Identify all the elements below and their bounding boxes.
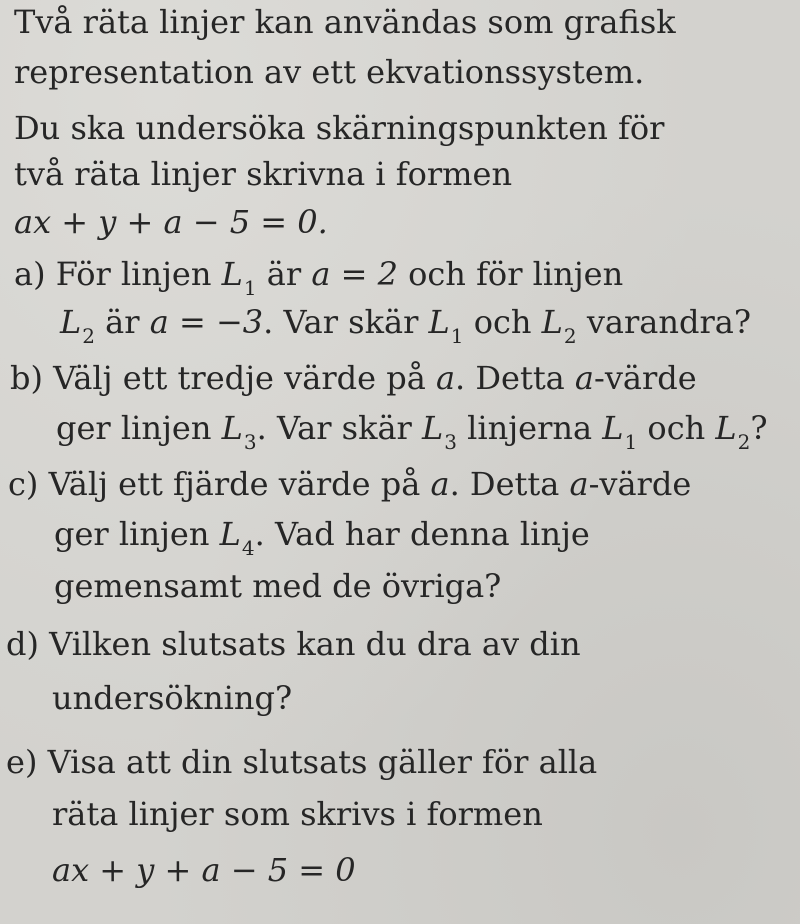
item-c-line-subscript: 4 [241,536,255,560]
item-d-label: d) [6,625,39,663]
item-c-text: ger linjen [54,515,220,553]
item-b-line-subscript: 3 [444,430,457,454]
intro-line-3: Du ska undersöka skärningspunkten för [14,109,665,147]
intro-equation: ax + y + a − 5 = 0. [14,203,328,241]
item-c-line-3: gemensamt med de övriga? [54,567,502,605]
item-a-text: och [463,303,542,341]
item-b-line-symbol: L [422,409,444,447]
item-b-line-1 [10,359,697,397]
item-b-text: ger linjen [56,409,222,447]
intro-line-2: representation av ett ekvationssystem. [14,53,645,91]
item-b-text: ? [750,409,768,447]
item-a-line-symbol: L [60,303,82,341]
item-b-line-symbol: L [221,409,243,447]
item-b-line-subscript: 1 [624,430,638,454]
item-b-line-2 [56,409,768,454]
item-a-line-subscript: 1 [450,324,464,348]
item-a-text: . Var skär [263,303,429,341]
item-c-label: c) [8,465,39,503]
item-a-line-symbol: L [541,303,563,341]
item-a-line-symbol: L [428,303,450,341]
item-c-text: -värde [588,465,692,503]
intro-line-1: Två räta linjer kan användas som grafisk [14,3,676,41]
item-b-text: Välj ett tredje värde på [53,359,436,397]
item-b-text: . Detta [455,359,575,397]
item-a-line-1 [14,255,624,300]
item-c-variable: a [430,465,450,503]
item-c-variable: a [569,465,589,503]
item-a-value: a = 2 [311,255,398,293]
item-a-value: a = −3 [149,303,264,341]
item-b-text: . Var skär [256,409,423,447]
item-b-text: -värde [594,359,697,397]
item-b-line-symbol: L [715,409,737,447]
item-a-line-subscript: 2 [82,324,95,348]
item-b-text: och [637,409,716,447]
item-a-text: är [94,303,150,341]
item-a-line-subscript: 2 [563,324,577,348]
item-b-label: b) [10,359,43,397]
item-a-line-symbol: L [221,255,243,293]
item-b-line-subscript: 3 [243,430,257,454]
item-b-variable: a [435,359,456,397]
item-b-line-symbol: L [602,409,624,447]
item-c-text: . Detta [449,465,570,503]
item-e-text: Visa att din slutsats gäller för alla [47,743,598,781]
item-e-line-1 [6,743,598,781]
item-d-line-2: undersökning? [52,679,293,717]
intro-line-4: två räta linjer skrivna i formen [14,155,513,193]
item-e-line-2: räta linjer som skrivs i formen [52,795,543,833]
item-a-text: är [256,255,312,293]
item-a-line-2 [60,303,751,348]
item-c-text: Välj ett fjärde värde på [48,465,431,503]
item-a-text: varandra? [576,303,751,341]
item-a-text: För linjen [55,255,222,293]
item-a-text: och för linjen [397,255,624,293]
item-a-line-subscript: 1 [243,276,257,300]
item-e-label: e) [6,743,38,781]
item-d-line-1 [6,625,581,663]
item-b-line-subscript: 2 [737,430,751,454]
item-c-line-2 [54,515,590,560]
item-c-text: . Vad har denna linje [254,515,590,553]
item-e-equation: ax + y + a − 5 = 0 [52,851,356,889]
item-c-line-symbol: L [219,515,241,553]
item-b-variable: a [574,359,594,397]
item-d-text: Vilken slutsats kan du dra av din [49,625,581,663]
item-c-line-1 [8,465,692,503]
item-b-text: linjerna [457,409,603,447]
item-a-label: a) [14,255,46,293]
